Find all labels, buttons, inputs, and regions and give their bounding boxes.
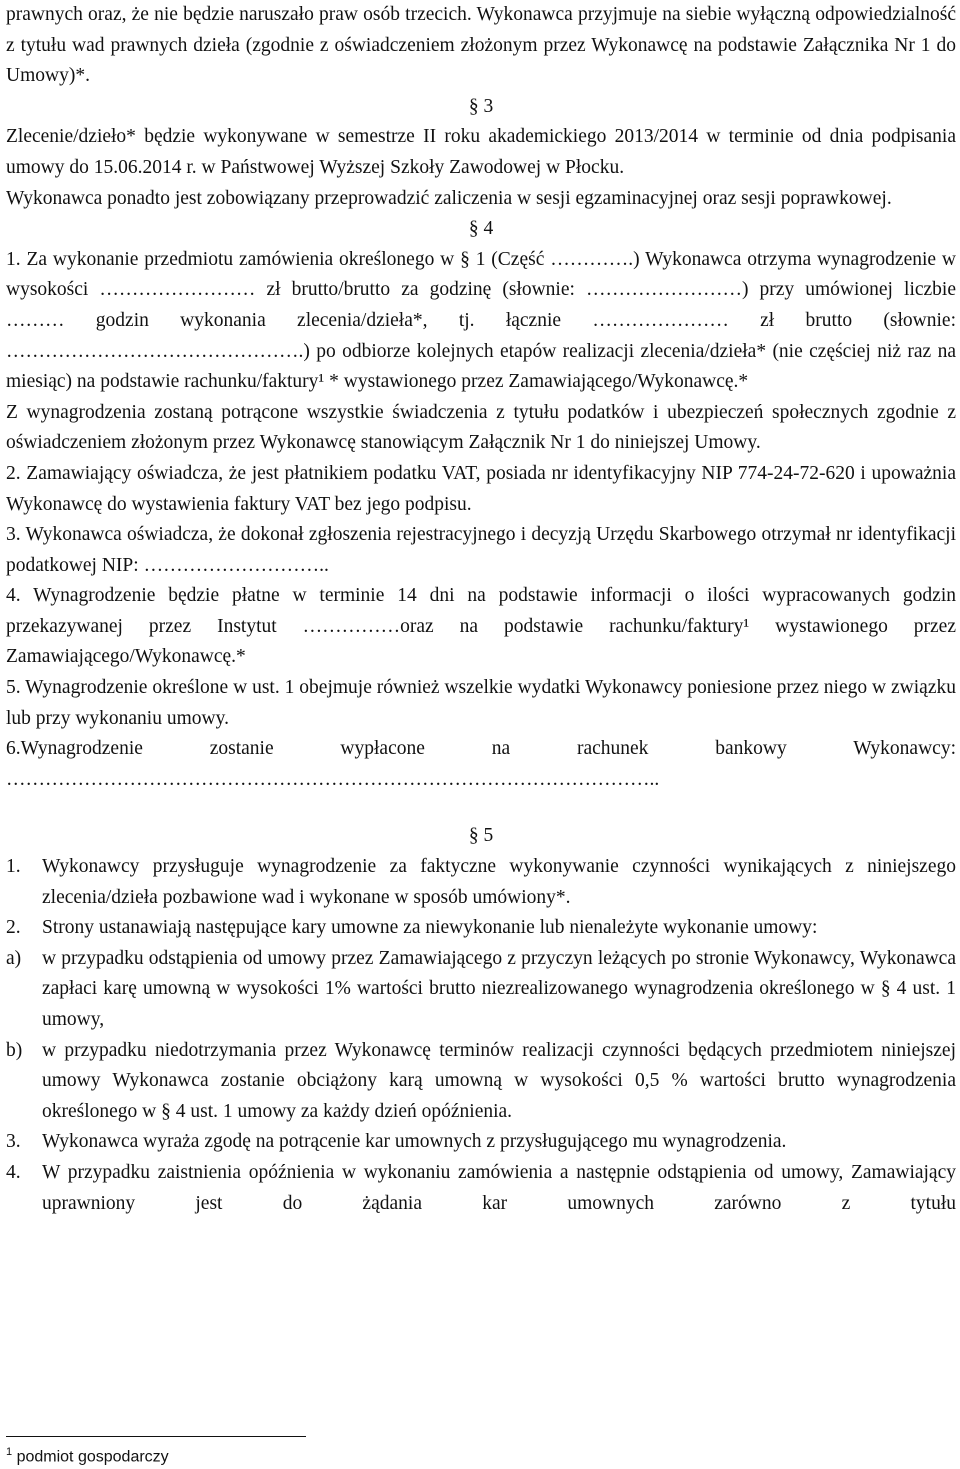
section-4-point-2: 2. Zamawiający oświadcza, że jest płatnikiem podatku VAT, posiada nr identyfikacyjny NIP 774-24-72-620 i upoważnia Wykonawcę do wystawienia faktury VAT bez jego podpisu.	[6, 462, 956, 515]
footnote	[6, 1440, 169, 1469]
list-item	[6, 913, 956, 944]
footnote-marker: 1	[6, 1446, 13, 1458]
list-item-number: 2.	[6, 917, 21, 939]
list-item	[6, 852, 956, 913]
section-4-point-1: 1. Za wykonanie przedmiotu zamówienia określonego w § 1 (Część ………….) Wykonawca otrzyma wynagrodzenie w wysokości …………………… zł brutto/brutto za godzinę (słownie: ……………………) przy umówionej liczbie ……… godzin wykonania zlecenia/dzieła*, tj. łącznie ………………… zł brutto (słownie: ……………………………………….) po odbiorze kolejnych etapów realizacji zlecenia/dzieła* (nie częściej niż raz na miesiąc) na podstawie rachunku/faktury¹ * wystawionego przez Zamawiającego/Wykonawcę.*	[6, 248, 956, 393]
footnote-divider	[6, 1436, 306, 1437]
list-item	[6, 944, 956, 1036]
section-3-paragraph-2: Wykonawca ponadto jest zobowiązany przeprowadzić zaliczenia w sesji egzaminacyjnej oraz sesji poprawkowej.	[6, 187, 892, 209]
intro-paragraph: prawnych oraz, że nie będzie naruszało praw osób trzecich. Wykonawca przyjmuje na siebie wyłączną odpowiedzialność z tytułu wad prawnych dzieła (zgodnie z oświadczeniem złożonym przez Wykonawcę na podstawie Załącznika Nr 1 do Umowy)*.	[6, 4, 956, 87]
section-5-heading: § 5	[468, 825, 494, 847]
list-item-text: w przypadku odstąpienia od umowy przez Zamawiającego z przyczyn leżących po stronie Wykonawcy, Wykonawca zapłaci karę umowną w wysokości 1% wartości brutto niezrealizowanego wynagrodzenia określonego w § 4 ust. 1 umowy,	[42, 947, 956, 1030]
section-4-point-3: 3. Wykonawca oświadcza, że dokonał zgłoszenia rejestracyjnego i decyzją Urzędu Skarbowego otrzymał nr identyfikacji podatkowej NIP: ………………………..	[6, 524, 956, 576]
list-item-text: Wykonawca wyraża zgodę na potrącenie kar umownych z przysługującego mu wynagrodzenia.	[42, 1131, 787, 1153]
list-item-text: Strony ustanawiają następujące kary umowne za niewykonanie lub nienależyte wykonanie umowy:	[42, 917, 818, 939]
list-item-text: W przypadku zaistnienia opóźnienia w wykonaniu zamówienia a następnie odstąpienia od umowy, Zamawiający uprawniony jest do żądania kar umownych zarówno z tytułu	[42, 1161, 956, 1214]
section-3-heading: § 3	[468, 95, 494, 117]
section-4-point-6-account-blank: ………………………………………………………………………………………..	[6, 768, 660, 790]
list-item	[6, 1036, 956, 1128]
document-page	[6, 0, 956, 1219]
list-item	[6, 1127, 956, 1158]
section-4-point-6: 6.Wynagrodzenie zostanie wypłacone na rachunek bankowy Wykonawcy:	[6, 738, 956, 760]
section-4-point-4: 4. Wynagrodzenie będzie płatne w terminie 14 dni na podstawie informacji o ilości wypracowanych godzin przekazywanej przez Instytut ……………oraz na podstawie rachunku/faktury¹ wystawionego przez Zamawiającego/Wykonawcę.*	[6, 585, 956, 668]
section-4-point-1-continuation: Z wynagrodzenia zostaną potrącone wszystkie świadczenia z tytułu podatków i ubezpieczeń społecznych zgodnie z oświadczeniem złożonym przez Wykonawcę stanowiącym Załącznik Nr 1 do niniejszej Umowy.	[6, 401, 956, 454]
list-item-number: a)	[6, 947, 22, 969]
section-4-point-5: 5. Wynagrodzenie określone w ust. 1 obejmuje również wszelkie wydatki Wykonawcy poniesione przez niego w związku lub przy wykonaniu umowy.	[6, 677, 956, 729]
list-item-number: 3.	[6, 1131, 21, 1153]
list-item-text: w przypadku niedotrzymania przez Wykonawcę terminów realizacji czynności będących przedmiotem niniejszej umowy Wykonawca zostanie obciążony karą umowną w wysokości 0,5 % wartości brutto wynagrodzenia określonego w § 4 ust. 1 umowy za każdy dzień opóźnienia.	[42, 1039, 956, 1122]
list-item-text: Wykonawcy przysługuje wynagrodzenie za faktyczne wykonywanie czynności wynikających z niniejszego zlecenia/dzieła pozbawione wad i wykonane w sposób umówiony*.	[42, 856, 956, 908]
section-4-heading: § 4	[468, 218, 494, 240]
list-item-number: 4.	[6, 1161, 21, 1183]
list-item-number: 1.	[6, 856, 21, 878]
footnote-text: podmiot gospodarczy	[16, 1448, 169, 1466]
section-3-paragraph-1: Zlecenie/dzieło* będzie wykonywane w semestrze II roku akademickiego 2013/2014 w terminie od dnia podpisania umowy do 15.06.2014 r. w Państwowej Wyższej Szkoły Zawodowej w Płocku.	[6, 126, 956, 178]
section-spacer	[6, 795, 956, 821]
list-item	[6, 1158, 956, 1219]
section-5-list	[6, 852, 956, 1219]
list-item-number: b)	[6, 1039, 23, 1061]
